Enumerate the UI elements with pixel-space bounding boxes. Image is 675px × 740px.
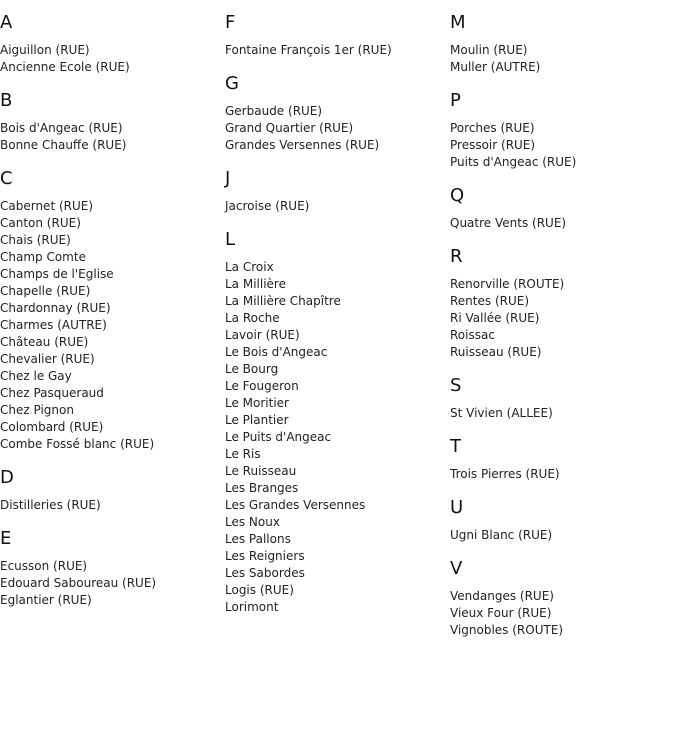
street-link[interactable]: Aiguillon (RUE) <box>0 43 90 57</box>
street-link[interactable]: Rentes (RUE) <box>450 294 530 308</box>
street-list-item <box>225 531 450 548</box>
street-list-item <box>450 293 675 310</box>
street-list <box>0 497 225 514</box>
street-list-item <box>225 310 450 327</box>
street-list <box>225 259 450 616</box>
street-list-item <box>0 402 225 419</box>
street-list-item <box>0 385 225 402</box>
street-link[interactable]: Les Reigniers <box>225 549 305 563</box>
street-link[interactable]: Renorville (ROUTE) <box>450 277 565 291</box>
street-link[interactable]: Ri Vallée (RUE) <box>450 311 540 325</box>
street-list-item <box>450 276 675 293</box>
street-list-item <box>225 344 450 361</box>
street-list-item <box>225 395 450 412</box>
street-list-item <box>450 137 675 154</box>
street-link[interactable]: La Roche <box>225 311 280 325</box>
letter-group <box>0 467 225 514</box>
street-link[interactable]: Château (RUE) <box>0 335 89 349</box>
street-list <box>450 527 675 544</box>
street-link[interactable]: Chardonnay (RUE) <box>0 301 111 315</box>
street-list-item <box>450 215 675 232</box>
street-list-item <box>225 429 450 446</box>
street-list-item <box>225 463 450 480</box>
street-link[interactable]: Moulin (RUE) <box>450 43 528 57</box>
letter-group <box>450 436 675 483</box>
street-list <box>0 198 225 453</box>
street-list-item <box>225 42 450 59</box>
street-list-item <box>450 154 675 171</box>
street-link[interactable]: Bonne Chauffe (RUE) <box>0 138 127 152</box>
street-link[interactable]: Champ Comte <box>0 250 86 264</box>
street-list-item <box>450 466 675 483</box>
street-list-item <box>0 300 225 317</box>
street-list-item <box>450 527 675 544</box>
street-list-item <box>450 42 675 59</box>
letter-group <box>225 73 450 154</box>
street-link[interactable]: Bois d'Angeac (RUE) <box>0 121 123 135</box>
street-link[interactable]: Champs de l'Eglise <box>0 267 114 281</box>
street-link[interactable]: Distilleries (RUE) <box>0 498 101 512</box>
letter-heading: J <box>225 168 231 189</box>
letter-group <box>450 185 675 232</box>
street-link[interactable]: Chez Pasqueraud <box>0 386 104 400</box>
street-link[interactable]: Puits d'Angeac (RUE) <box>450 155 577 169</box>
street-link[interactable]: Fontaine François 1er (RUE) <box>225 43 392 57</box>
street-list-item <box>0 198 225 215</box>
street-link[interactable]: La Croix <box>225 260 274 274</box>
street-list <box>225 198 450 215</box>
letter-group <box>0 168 225 453</box>
letter-group <box>450 246 675 361</box>
letter-heading: V <box>450 558 463 579</box>
street-list-item <box>225 276 450 293</box>
street-link[interactable]: Eglantier (RUE) <box>0 593 92 607</box>
street-list-item <box>0 266 225 283</box>
street-link[interactable]: Les Branges <box>225 481 299 495</box>
street-list <box>450 42 675 76</box>
letter-group <box>225 229 450 616</box>
street-link[interactable]: Les Sabordes <box>225 566 305 580</box>
street-list <box>0 558 225 609</box>
street-link[interactable]: Le Fougeron <box>225 379 299 393</box>
letter-group <box>450 497 675 544</box>
letter-heading: R <box>450 246 463 267</box>
street-list-item <box>0 249 225 266</box>
street-list-item <box>225 137 450 154</box>
street-link[interactable]: Cabernet (RUE) <box>0 199 94 213</box>
street-list-item <box>450 405 675 422</box>
street-list-item <box>0 59 225 76</box>
letter-group <box>0 528 225 609</box>
letter-group <box>0 12 225 76</box>
street-list <box>0 120 225 154</box>
letter-heading: Q <box>450 185 465 206</box>
street-link[interactable]: Les Noux <box>225 515 280 529</box>
letter-heading: M <box>450 12 466 33</box>
street-link[interactable]: La Millière Chapître <box>225 294 341 308</box>
street-list-item <box>225 599 450 616</box>
street-link[interactable]: Le Ruisseau <box>225 464 297 478</box>
street-list-item <box>225 582 450 599</box>
street-list-item <box>225 565 450 582</box>
street-list-item <box>225 497 450 514</box>
letter-group <box>225 168 450 215</box>
street-list-item <box>0 215 225 232</box>
letter-heading: E <box>0 528 12 549</box>
street-list-item <box>0 497 225 514</box>
street-link[interactable]: Lavoir (RUE) <box>225 328 300 342</box>
street-list-item <box>225 480 450 497</box>
street-list-item <box>0 334 225 351</box>
street-link[interactable]: Gerbaude (RUE) <box>225 104 323 118</box>
street-list <box>450 466 675 483</box>
street-link[interactable]: Les Grandes Versennes <box>225 498 366 512</box>
letter-group <box>450 558 675 639</box>
street-link[interactable]: Chez Pignon <box>0 403 74 417</box>
street-link[interactable]: Le Ris <box>225 447 261 461</box>
street-list-item <box>225 293 450 310</box>
street-list <box>225 103 450 154</box>
street-link[interactable]: Grand Quartier (RUE) <box>225 121 354 135</box>
street-list-item <box>0 592 225 609</box>
letter-heading: F <box>225 12 236 33</box>
letter-group <box>450 375 675 422</box>
street-link[interactable]: Vendanges (RUE) <box>450 589 554 603</box>
street-list-item <box>225 198 450 215</box>
street-list-item <box>225 327 450 344</box>
letter-heading: D <box>0 467 14 488</box>
letter-heading: L <box>225 229 236 250</box>
street-link[interactable]: Muller (AUTRE) <box>450 60 541 74</box>
street-link[interactable]: Ugni Blanc (RUE) <box>450 528 553 542</box>
street-list-item <box>0 351 225 368</box>
street-list-item <box>225 378 450 395</box>
street-list-item <box>0 42 225 59</box>
street-link[interactable]: Edouard Saboureau (RUE) <box>0 576 157 590</box>
index-column <box>450 0 675 653</box>
street-link[interactable]: Grandes Versennes (RUE) <box>225 138 380 152</box>
letter-heading: U <box>450 497 464 518</box>
street-list-item <box>450 622 675 639</box>
letter-group <box>0 90 225 154</box>
letter-heading: A <box>0 12 13 33</box>
street-list <box>450 120 675 171</box>
street-link[interactable]: Quatre Vents (RUE) <box>450 216 567 230</box>
street-list-item <box>0 120 225 137</box>
index-column <box>0 0 225 623</box>
letter-heading: G <box>225 73 239 94</box>
street-link[interactable]: Colombard (RUE) <box>0 420 104 434</box>
street-list-item <box>225 259 450 276</box>
letter-group <box>225 12 450 59</box>
street-list-item <box>0 137 225 154</box>
street-list-item <box>0 283 225 300</box>
index-column <box>225 0 450 630</box>
street-link[interactable]: Vieux Four (RUE) <box>450 606 552 620</box>
street-link[interactable]: Lorimont <box>225 600 279 614</box>
street-list-item <box>450 605 675 622</box>
street-link[interactable]: Vignobles (ROUTE) <box>450 623 564 637</box>
street-link[interactable]: Trois Pierres (RUE) <box>450 467 560 481</box>
street-link[interactable]: Ruisseau (RUE) <box>450 345 542 359</box>
street-link[interactable]: Le Bois d'Angeac <box>225 345 328 359</box>
street-link[interactable]: Pressoir (RUE) <box>450 138 536 152</box>
street-link[interactable]: Le Puits d'Angeac <box>225 430 332 444</box>
street-list-item <box>225 412 450 429</box>
letter-group <box>450 12 675 76</box>
street-list-item <box>225 548 450 565</box>
street-link[interactable]: Chez le Gay <box>0 369 72 383</box>
street-list-item <box>0 232 225 249</box>
letter-heading: B <box>0 90 13 111</box>
street-list-item <box>0 368 225 385</box>
street-list-item <box>0 317 225 334</box>
street-link[interactable]: Ancienne Ecole (RUE) <box>0 60 130 74</box>
street-link[interactable]: Charmes (AUTRE) <box>0 318 107 332</box>
letter-heading: P <box>450 90 461 111</box>
street-link[interactable]: Logis (RUE) <box>225 583 294 597</box>
street-list-item <box>225 120 450 137</box>
street-link[interactable]: Le Moritier <box>225 396 289 410</box>
street-list-item <box>450 344 675 361</box>
street-link[interactable]: Le Plantier <box>225 413 289 427</box>
street-list-item <box>450 327 675 344</box>
street-link[interactable]: Porches (RUE) <box>450 121 535 135</box>
street-link[interactable]: La Millière <box>225 277 286 291</box>
street-list-item <box>450 59 675 76</box>
street-list <box>450 215 675 232</box>
street-list-item <box>225 103 450 120</box>
street-link[interactable]: St Vivien (ALLEE) <box>450 406 553 420</box>
street-list-item <box>450 588 675 605</box>
street-list <box>225 42 450 59</box>
street-link[interactable]: Jacroise (RUE) <box>225 199 310 213</box>
street-list-item <box>0 558 225 575</box>
street-link[interactable]: Roissac <box>450 328 495 342</box>
letter-heading: C <box>0 168 13 189</box>
street-link[interactable]: Combe Fossé blanc (RUE) <box>0 437 155 451</box>
street-link[interactable]: Chapelle (RUE) <box>0 284 91 298</box>
street-link[interactable]: Le Bourg <box>225 362 279 376</box>
street-list-item <box>225 361 450 378</box>
letter-group <box>450 90 675 171</box>
street-list-item <box>225 446 450 463</box>
street-list-item <box>0 436 225 453</box>
street-link[interactable]: Les Pallons <box>225 532 291 546</box>
street-list <box>450 588 675 639</box>
street-list <box>0 42 225 76</box>
letter-heading: T <box>450 436 461 457</box>
street-list-item <box>450 310 675 327</box>
street-link[interactable]: Chevalier (RUE) <box>0 352 95 366</box>
street-list-item <box>450 120 675 137</box>
street-link[interactable]: Canton (RUE) <box>0 216 81 230</box>
street-list <box>450 405 675 422</box>
street-list-item <box>0 419 225 436</box>
street-list-item <box>0 575 225 592</box>
street-list-item <box>225 514 450 531</box>
street-link[interactable]: Chais (RUE) <box>0 233 71 247</box>
street-link[interactable]: Ecusson (RUE) <box>0 559 88 573</box>
letter-heading: S <box>450 375 462 396</box>
street-list <box>450 276 675 361</box>
